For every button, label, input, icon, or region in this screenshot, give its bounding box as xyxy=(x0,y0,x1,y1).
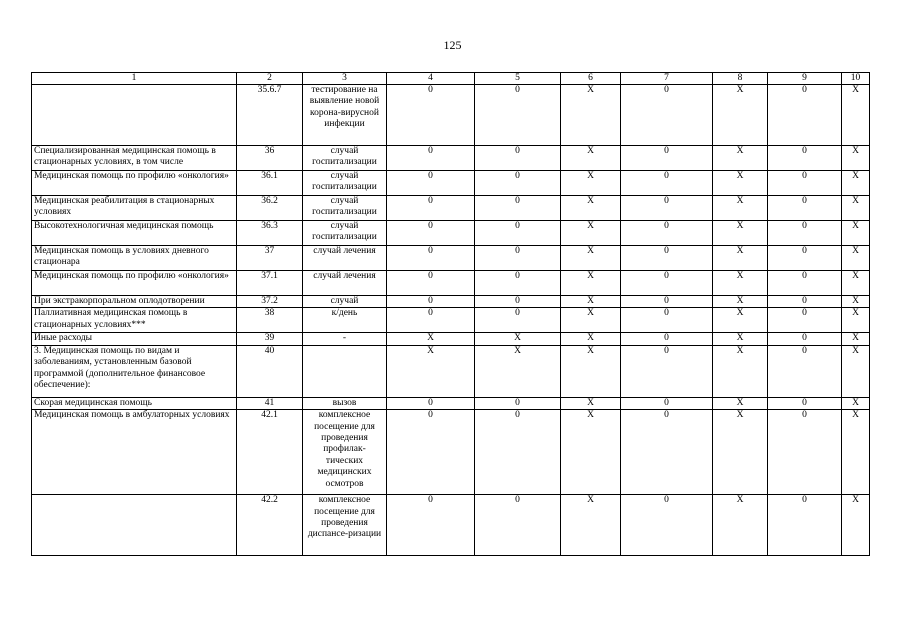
row-value-cell: Х xyxy=(561,333,621,345)
row-value-cell: Х xyxy=(842,246,870,271)
row-value-cell: Х xyxy=(387,333,475,345)
header-row xyxy=(32,73,870,85)
row-value-cell: Х xyxy=(713,345,768,397)
row-value-cell: 0 xyxy=(621,271,713,296)
row-name-cell: Медицинская реабилитация в стационарных условиях xyxy=(32,196,237,221)
row-value-cell: 0 xyxy=(475,308,561,333)
row-value-cell: Х xyxy=(713,296,768,308)
column-header: 8 xyxy=(713,73,768,85)
table-row xyxy=(32,345,870,397)
row-value-cell: Х xyxy=(475,333,561,345)
row-value-cell: 0 xyxy=(621,146,713,171)
row-value-cell: 0 xyxy=(475,146,561,171)
row-unit-cell: тестирование на выявление новой корона-вирусной инфекции xyxy=(303,85,387,146)
table-row xyxy=(32,246,870,271)
row-value-cell: Х xyxy=(842,271,870,296)
row-value-cell: Х xyxy=(713,495,768,556)
row-value-cell: Х xyxy=(842,221,870,246)
row-unit-cell: случай госпитализации xyxy=(303,196,387,221)
table-row xyxy=(32,410,870,495)
row-value-cell: 0 xyxy=(621,85,713,146)
row-value-cell: 0 xyxy=(768,246,842,271)
row-value-cell: 0 xyxy=(621,296,713,308)
row-value-cell: Х xyxy=(561,146,621,171)
row-name-cell xyxy=(32,85,237,146)
row-value-cell: Х xyxy=(842,296,870,308)
table-row xyxy=(32,397,870,409)
row-value-cell: Х xyxy=(561,308,621,333)
row-value-cell: Х xyxy=(842,196,870,221)
data-table xyxy=(31,72,870,556)
row-value-cell: 0 xyxy=(621,397,713,409)
row-value-cell: Х xyxy=(713,308,768,333)
column-header: 4 xyxy=(387,73,475,85)
table-row xyxy=(32,271,870,296)
row-value-cell: 0 xyxy=(387,146,475,171)
row-code-cell: 37.1 xyxy=(237,271,303,296)
row-value-cell: Х xyxy=(713,271,768,296)
row-name-cell: Специализированная медицинская помощь в стационарных условиях, в том числе xyxy=(32,146,237,171)
row-value-cell: Х xyxy=(561,171,621,196)
row-value-cell: 0 xyxy=(768,397,842,409)
table-row xyxy=(32,146,870,171)
column-header: 3 xyxy=(303,73,387,85)
row-value-cell: 0 xyxy=(387,171,475,196)
row-value-cell: Х xyxy=(561,495,621,556)
row-value-cell: Х xyxy=(713,397,768,409)
table-row xyxy=(32,221,870,246)
row-value-cell: 0 xyxy=(621,171,713,196)
table-body xyxy=(32,73,870,556)
row-value-cell: 0 xyxy=(768,308,842,333)
row-name-cell: При экстракорпоральном оплодотворении xyxy=(32,296,237,308)
row-value-cell: 0 xyxy=(475,85,561,146)
row-name-cell: Высокотехнологичная медицинская помощь xyxy=(32,221,237,246)
row-value-cell: 0 xyxy=(475,495,561,556)
column-header: 7 xyxy=(621,73,713,85)
row-value-cell: 0 xyxy=(768,296,842,308)
row-value-cell: Х xyxy=(842,85,870,146)
row-value-cell: Х xyxy=(561,345,621,397)
row-value-cell: 0 xyxy=(621,221,713,246)
row-value-cell: 0 xyxy=(621,345,713,397)
row-value-cell: Х xyxy=(561,85,621,146)
row-code-cell: 40 xyxy=(237,345,303,397)
row-value-cell: Х xyxy=(561,246,621,271)
row-value-cell: 0 xyxy=(621,410,713,495)
row-value-cell: Х xyxy=(561,221,621,246)
row-code-cell: 36.2 xyxy=(237,196,303,221)
row-value-cell: Х xyxy=(713,221,768,246)
row-value-cell: Х xyxy=(842,345,870,397)
column-header: 6 xyxy=(561,73,621,85)
table-row xyxy=(32,495,870,556)
row-value-cell: 0 xyxy=(475,271,561,296)
row-value-cell: Х xyxy=(842,171,870,196)
row-value-cell: Х xyxy=(561,296,621,308)
row-value-cell: 0 xyxy=(387,296,475,308)
row-value-cell: Х xyxy=(713,333,768,345)
table-row xyxy=(32,196,870,221)
table-row xyxy=(32,171,870,196)
row-value-cell: 0 xyxy=(387,308,475,333)
row-value-cell: Х xyxy=(561,196,621,221)
table-row xyxy=(32,85,870,146)
page-number: 125 xyxy=(443,38,462,52)
row-code-cell: 38 xyxy=(237,308,303,333)
row-value-cell: 0 xyxy=(387,221,475,246)
row-value-cell: 0 xyxy=(768,221,842,246)
row-value-cell: 0 xyxy=(768,196,842,221)
row-value-cell: 0 xyxy=(621,196,713,221)
column-header: 9 xyxy=(768,73,842,85)
table-row xyxy=(32,333,870,345)
row-name-cell xyxy=(32,495,237,556)
row-code-cell: 42.1 xyxy=(237,410,303,495)
row-code-cell: 37.2 xyxy=(237,296,303,308)
row-value-cell: 0 xyxy=(387,246,475,271)
row-value-cell: Х xyxy=(561,410,621,495)
row-value-cell: 0 xyxy=(475,221,561,246)
row-value-cell: Х xyxy=(713,146,768,171)
row-value-cell: 0 xyxy=(475,196,561,221)
row-value-cell: Х xyxy=(842,397,870,409)
row-code-cell: 37 xyxy=(237,246,303,271)
row-unit-cell xyxy=(303,345,387,397)
column-header: 2 xyxy=(237,73,303,85)
row-value-cell: 0 xyxy=(768,171,842,196)
row-value-cell: 0 xyxy=(475,296,561,308)
row-value-cell: Х xyxy=(713,410,768,495)
row-value-cell: 0 xyxy=(621,333,713,345)
row-value-cell: 0 xyxy=(768,410,842,495)
row-value-cell: Х xyxy=(842,410,870,495)
row-value-cell: Х xyxy=(475,345,561,397)
column-header: 5 xyxy=(475,73,561,85)
row-value-cell: Х xyxy=(842,146,870,171)
row-value-cell: 0 xyxy=(621,246,713,271)
row-value-cell: Х xyxy=(713,85,768,146)
row-value-cell: 0 xyxy=(387,85,475,146)
row-value-cell: Х xyxy=(387,345,475,397)
row-unit-cell: комплексное посещение для проведения диспансе-ризации xyxy=(303,495,387,556)
row-value-cell: 0 xyxy=(768,271,842,296)
row-value-cell: 0 xyxy=(387,271,475,296)
row-value-cell: Х xyxy=(842,308,870,333)
row-name-cell: Медицинская помощь в амбулаторных условиях xyxy=(32,410,237,495)
row-value-cell: 0 xyxy=(768,333,842,345)
row-value-cell: 0 xyxy=(768,495,842,556)
row-name-cell: Иные расходы xyxy=(32,333,237,345)
row-value-cell: Х xyxy=(713,171,768,196)
row-unit-cell: случай госпитализации xyxy=(303,171,387,196)
row-value-cell: Х xyxy=(842,333,870,345)
row-value-cell: 0 xyxy=(768,146,842,171)
row-code-cell: 39 xyxy=(237,333,303,345)
column-header: 1 xyxy=(32,73,237,85)
row-value-cell: 0 xyxy=(768,345,842,397)
row-value-cell: 0 xyxy=(387,495,475,556)
row-code-cell: 35.6.7 xyxy=(237,85,303,146)
row-value-cell: Х xyxy=(561,271,621,296)
row-unit-cell: случай госпитализации xyxy=(303,146,387,171)
row-value-cell: 0 xyxy=(621,308,713,333)
row-value-cell: 0 xyxy=(387,397,475,409)
row-name-cell: Медицинская помощь по профилю «онкология» xyxy=(32,271,237,296)
row-value-cell: 0 xyxy=(475,171,561,196)
row-value-cell: 0 xyxy=(621,495,713,556)
row-code-cell: 36.1 xyxy=(237,171,303,196)
row-value-cell: Х xyxy=(713,246,768,271)
row-name-cell: 3. Медицинская помощь по видам и заболеваниям, установленным базовой программой (дополнительное финансовое обеспечение): xyxy=(32,345,237,397)
row-name-cell: Паллиативная медицинская помощь в стационарных условиях*** xyxy=(32,308,237,333)
table-row xyxy=(32,308,870,333)
row-value-cell: 0 xyxy=(387,196,475,221)
row-unit-cell: случай лечения xyxy=(303,271,387,296)
row-unit-cell: - xyxy=(303,333,387,345)
row-code-cell: 36.3 xyxy=(237,221,303,246)
row-unit-cell: случай xyxy=(303,296,387,308)
column-header: 10 xyxy=(842,73,870,85)
row-value-cell: 0 xyxy=(768,85,842,146)
row-name-cell: Медицинская помощь по профилю «онкология» xyxy=(32,171,237,196)
row-value-cell: 0 xyxy=(475,246,561,271)
row-value-cell: Х xyxy=(713,196,768,221)
table-row xyxy=(32,296,870,308)
row-unit-cell: случай лечения xyxy=(303,246,387,271)
row-value-cell: 0 xyxy=(387,410,475,495)
row-name-cell: Скорая медицинская помощь xyxy=(32,397,237,409)
row-code-cell: 36 xyxy=(237,146,303,171)
row-name-cell: Медицинская помощь в условиях дневного стационара xyxy=(32,246,237,271)
row-unit-cell: к/день xyxy=(303,308,387,333)
row-unit-cell: случай госпитализации xyxy=(303,221,387,246)
row-unit-cell: вызов xyxy=(303,397,387,409)
row-unit-cell: комплексное посещение для проведения профилак-тических медицинских осмотров xyxy=(303,410,387,495)
row-value-cell: Х xyxy=(561,397,621,409)
row-value-cell: Х xyxy=(842,495,870,556)
row-value-cell: 0 xyxy=(475,397,561,409)
row-code-cell: 41 xyxy=(237,397,303,409)
row-code-cell: 42.2 xyxy=(237,495,303,556)
row-value-cell: 0 xyxy=(475,410,561,495)
